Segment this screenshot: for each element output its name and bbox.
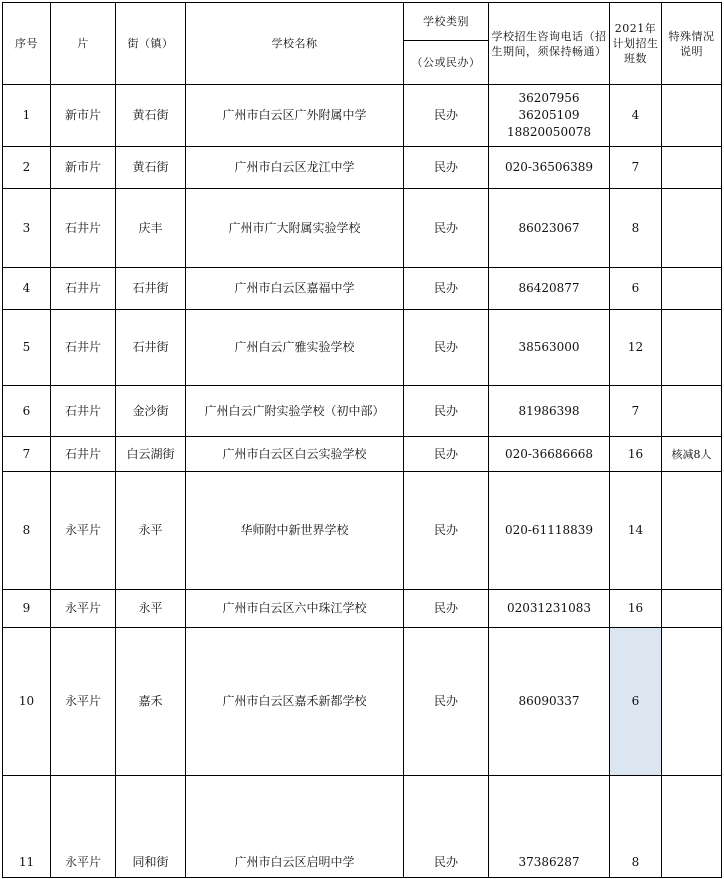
- header-school-name: 学校名称: [186, 3, 404, 85]
- row-index: 6: [3, 386, 51, 437]
- row-classes: 6: [610, 268, 662, 310]
- row-school-type: 民办: [404, 189, 489, 268]
- row-school-type: 民办: [404, 268, 489, 310]
- phone-number: 38563000: [518, 340, 580, 354]
- phone-number: 020-61118839: [504, 523, 594, 537]
- row-school-name: 广州市白云区嘉福中学: [186, 268, 404, 310]
- row-notes: [662, 628, 722, 776]
- phone-number: 020-36686668: [504, 446, 594, 461]
- row-phone: [489, 472, 610, 590]
- phone-number: 18820050078: [507, 125, 591, 139]
- table-row: [3, 590, 722, 628]
- phone-number: 86023067: [518, 220, 580, 235]
- row-notes: [662, 386, 722, 437]
- row-notes: [662, 85, 722, 147]
- row-school-name: 广州白云广附实验学校（初中部）: [186, 386, 404, 437]
- phone-number: 86090337: [518, 694, 580, 708]
- row-phone: [489, 386, 610, 437]
- row-notes: [662, 189, 722, 268]
- table-row: [3, 189, 722, 268]
- table-row: [3, 628, 722, 776]
- row-classes: 7: [610, 386, 662, 437]
- row-school-type: 民办: [404, 472, 489, 590]
- row-school-type: 民办: [404, 628, 489, 776]
- row-street: 金沙街: [116, 386, 186, 437]
- row-area: 石井片: [51, 310, 116, 386]
- row-notes: [662, 147, 722, 189]
- row-classes: 4: [610, 85, 662, 147]
- row-index: 8: [3, 472, 51, 590]
- row-classes: 8: [610, 189, 662, 268]
- row-classes: 7: [610, 147, 662, 189]
- header-phone: 学校招生咨询电话（招生期间，须保持畅通）: [489, 3, 610, 85]
- row-school-name: 广州白云广雅实验学校: [186, 310, 404, 386]
- row-school-name: 广州市白云区龙江中学: [186, 147, 404, 189]
- row-street: 同和街: [116, 776, 186, 878]
- row-index: 3: [3, 189, 51, 268]
- row-notes: 核减8人: [662, 437, 722, 472]
- row-notes: [662, 590, 722, 628]
- row-notes: [662, 268, 722, 310]
- row-school-name: 广州市白云区启明中学: [186, 776, 404, 878]
- row-phone: [489, 85, 610, 147]
- row-index: 9: [3, 590, 51, 628]
- row-index: 10: [3, 628, 51, 776]
- row-index: 2: [3, 147, 51, 189]
- row-street: 嘉禾: [116, 628, 186, 776]
- row-classes: 16: [610, 437, 662, 472]
- phone-number: 020-36506389: [504, 160, 594, 174]
- table-row: [3, 85, 722, 147]
- row-school-type: 民办: [404, 85, 489, 147]
- row-school-name: 华师附中新世界学校: [186, 472, 404, 590]
- row-phone: [489, 437, 610, 472]
- header-index: 序号: [3, 3, 51, 85]
- row-street: 石井街: [116, 268, 186, 310]
- row-area: 石井片: [51, 386, 116, 437]
- row-notes: [662, 776, 722, 878]
- row-phone: [489, 310, 610, 386]
- row-index: 5: [3, 310, 51, 386]
- table-row: [3, 776, 722, 878]
- row-phone: [489, 628, 610, 776]
- row-classes: 12: [610, 310, 662, 386]
- table-row: [3, 437, 722, 472]
- table-row: [3, 386, 722, 437]
- row-index: 1: [3, 85, 51, 147]
- row-school-name: 广州市广大附属实验学校: [186, 189, 404, 268]
- row-phone: [489, 590, 610, 628]
- row-street: 永平: [116, 590, 186, 628]
- row-classes: 8: [610, 776, 662, 878]
- header-type-top: 学校类别: [404, 3, 489, 41]
- row-notes: [662, 310, 722, 386]
- header-notes: 特殊情况说明: [662, 3, 722, 85]
- row-notes: [662, 472, 722, 590]
- row-school-type: 民办: [404, 386, 489, 437]
- row-phone: [489, 268, 610, 310]
- row-area: 永平片: [51, 776, 116, 878]
- row-school-type: 民办: [404, 776, 489, 878]
- header-street: 街（镇）: [116, 3, 186, 85]
- phone-number: 86420877: [518, 281, 580, 295]
- row-index: 7: [3, 437, 51, 472]
- row-area: 永平片: [51, 590, 116, 628]
- phone-number: 36207956: [518, 91, 580, 105]
- row-street: 黄石街: [116, 147, 186, 189]
- header-classes: 2021年计划招生班数: [610, 3, 662, 85]
- phone-number: 36205109: [518, 108, 580, 122]
- row-phone: [489, 189, 610, 268]
- row-classes: 16: [610, 590, 662, 628]
- row-phone: [489, 776, 610, 878]
- row-street: 白云湖街: [116, 437, 186, 472]
- row-index: 11: [3, 776, 51, 878]
- row-area: 新市片: [51, 85, 116, 147]
- phone-number: 81986398: [518, 403, 580, 418]
- table-row: [3, 472, 722, 590]
- row-area: 新市片: [51, 147, 116, 189]
- row-school-type: 民办: [404, 310, 489, 386]
- row-phone: [489, 147, 610, 189]
- table-row: [3, 268, 722, 310]
- table-row: [3, 147, 722, 189]
- table-row: [3, 310, 722, 386]
- row-area: 石井片: [51, 437, 116, 472]
- row-school-type: 民办: [404, 147, 489, 189]
- row-school-name: 广州市白云区白云实验学校: [186, 437, 404, 472]
- row-classes: 14: [610, 472, 662, 590]
- row-school-type: 民办: [404, 590, 489, 628]
- row-area: 石井片: [51, 268, 116, 310]
- phone-number: 37386287: [518, 855, 580, 869]
- header-row: [3, 3, 722, 41]
- row-street: 黄石街: [116, 85, 186, 147]
- phone-number: 02031231083: [507, 601, 591, 615]
- row-area: 永平片: [51, 472, 116, 590]
- row-classes: 6: [610, 628, 662, 776]
- row-school-name: 广州市白云区六中珠江学校: [186, 590, 404, 628]
- row-school-type: 民办: [404, 437, 489, 472]
- school-table: [2, 2, 722, 878]
- row-street: 永平: [116, 472, 186, 590]
- row-street: 庆丰: [116, 189, 186, 268]
- row-school-name: 广州市白云区广外附属中学: [186, 85, 404, 147]
- row-index: 4: [3, 268, 51, 310]
- header-type-bottom: （公或民办）: [404, 41, 489, 85]
- header-area: 片: [51, 3, 116, 85]
- row-street: 石井街: [116, 310, 186, 386]
- row-area: 石井片: [51, 189, 116, 268]
- row-school-name: 广州市白云区嘉禾新都学校: [186, 628, 404, 776]
- row-area: 永平片: [51, 628, 116, 776]
